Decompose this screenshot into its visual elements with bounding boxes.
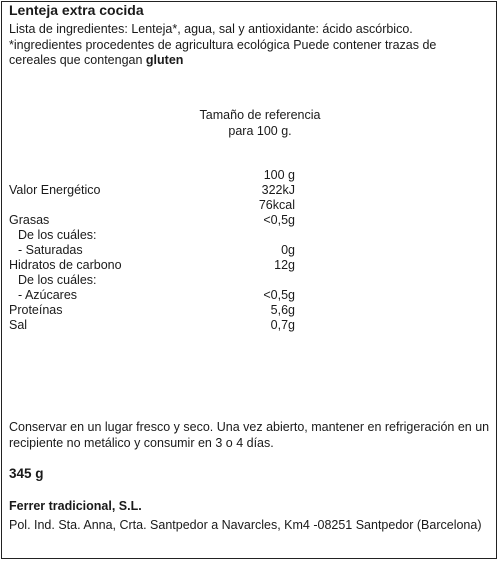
energy-kcal-value: 76kcal — [258, 198, 295, 212]
ingredients-block — [9, 22, 485, 69]
nutrient-label-sugars: - Azúcares — [18, 288, 78, 302]
product-name: Lenteja extra cocida — [9, 2, 144, 18]
energy-kj-value: 322kJ — [261, 183, 295, 197]
nutrient-label-fat-of-which: De los cuáles: — [18, 228, 97, 242]
nutrient-label-saturated: - Saturadas — [18, 243, 83, 257]
company-name: Ferrer tradicional, S.L. — [9, 499, 142, 513]
ingredients-label: Lista de ingredientes: — [9, 22, 128, 36]
nutrient-value-carbohydrates: 12g — [274, 258, 295, 272]
net-weight: 345 g — [9, 466, 44, 481]
allergen-gluten: gluten — [145, 53, 184, 67]
nutrient-value-sugars: <0,5g — [263, 288, 295, 302]
nutrient-label-carbs-of-which: De los cuáles: — [18, 273, 97, 287]
reference-size-line1: Tamaño de referencia — [199, 108, 321, 122]
nutrient-value-protein: 5,6g — [270, 303, 295, 317]
nutrient-value-fat: <0,5g — [263, 213, 295, 227]
energy-label: Valor Energético — [9, 183, 101, 197]
nutrient-value-salt: 0,7g — [270, 318, 295, 332]
nutrient-label-fat: Grasas — [9, 213, 50, 227]
storage-instructions: Conservar en un lugar fresco y seco. Una vez abierto, mantener en refrigeración en un recipiente no metálico y consumir en 3 o 4 días. — [9, 420, 490, 450]
column-header-100g: 100 g — [263, 168, 295, 182]
nutrient-label-protein: Proteínas — [9, 303, 63, 317]
nutrient-label-carbohydrates: Hidratos de carbono — [9, 258, 122, 272]
reference-size-line2: para 100 g. — [228, 124, 292, 138]
ingredients-text: Lenteja*, agua, sal y antioxidante: ácido ascórbico. *ingredientes procedentes de agricultura ecológica Puede contener trazas de cereales que contengan — [9, 22, 437, 67]
company-address: Pol. Ind. Sta. Anna, Crta. Santpedor a Navarcles, Km4 -08251 Santpedor (Barcelona) — [9, 518, 482, 532]
nutrient-value-saturated: 0g — [281, 243, 295, 257]
nutrient-label-salt: Sal — [9, 318, 28, 332]
